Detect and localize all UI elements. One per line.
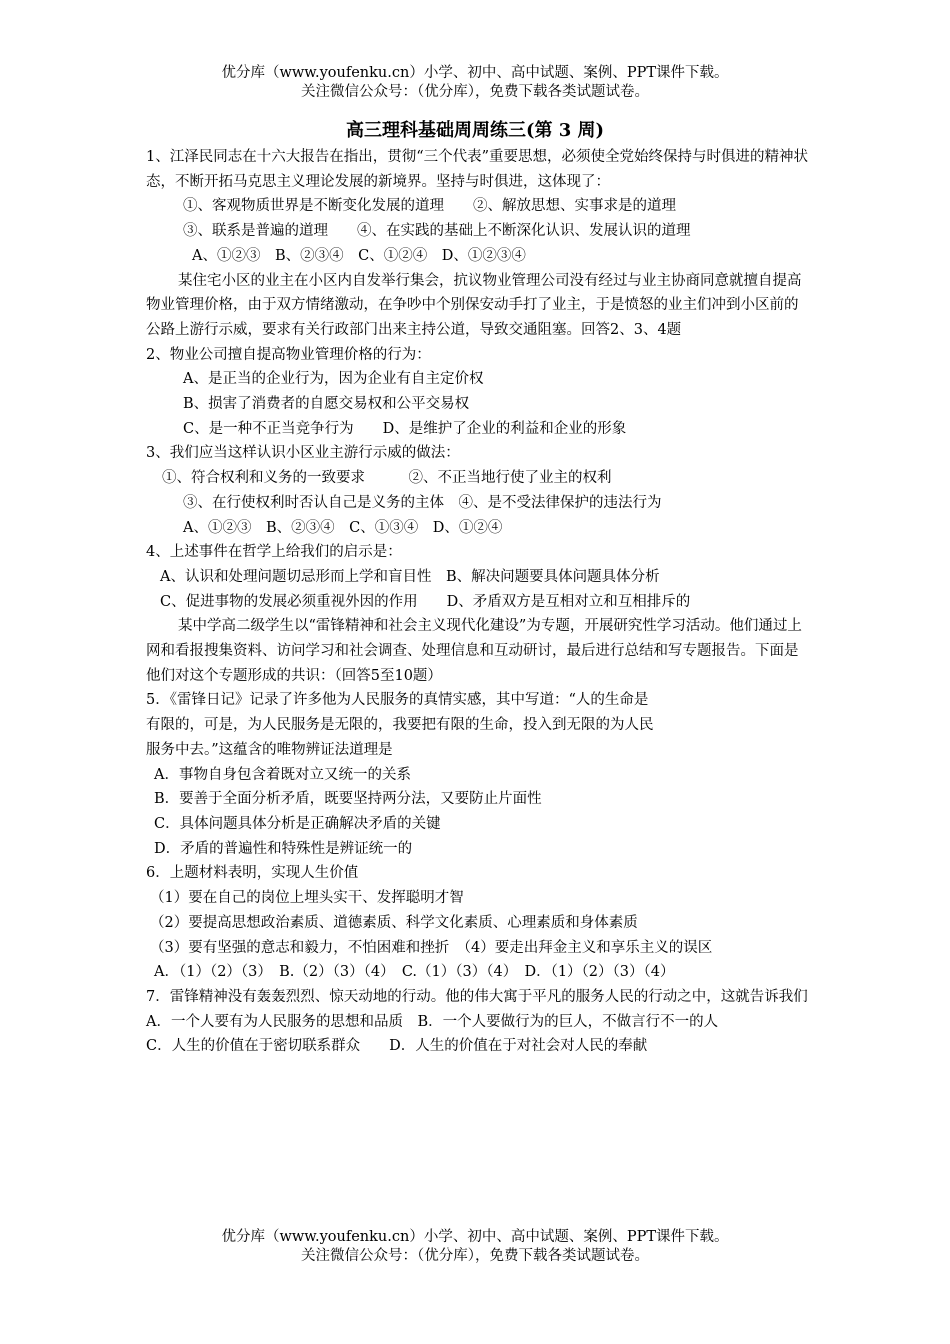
question-7-option-a-b: A．一个人要有为人民服务的思想和品质 B．一个人要做行为的巨人，不做言行不一的人 [146,1013,719,1030]
question-6-item-1: （1）要在自己的岗位上埋头实干、发挥聪明才智 [150,890,464,907]
question-4-option-a-b: A、认识和处理问题切忌形而上学和盲目性 B、解决问题要具体问题具体分析 [160,568,660,585]
question-6-stem: 6．上题材料表明，实现人生价值 [146,865,359,882]
footer-line-2: 关注微信公众号：（优分库），免费下载各类试题试卷。 [301,1248,649,1264]
question-1-options: A、①②③ B、②③④ C、①②④ D、①②③④ [192,247,526,264]
question-6-item-2: （2）要提高思想政治素质、道德素质、科学文化素质、心理素质和身体素质 [150,914,638,931]
question-5-option-d: D．矛盾的普遍性和特殊性是辨证统一的 [154,840,413,857]
question-6-item-3-4: （3）要有坚强的意志和毅力，不怕困难和挫折 （4）要走出拜金主义和享乐主义的误区 [150,939,713,956]
question-3-options: A、①②③ B、②③④ C、①③④ D、①②④ [183,519,503,536]
question-6-options: A．（1）（2）（3） B.（2）（3）（4） C.（1）（3）（4） D．（1）（2）（3）（4） [154,964,675,981]
exam-body [146,145,810,1059]
question-3-statement-3-4: ③、在行使权利时否认自己是义务的主体 ④、是不受法律保护的违法行为 [183,494,662,511]
question-4-stem: 4、上述事件在哲学上给我们的启示是： [146,544,402,561]
material-passage-2: 某中学高二级学生以“雷锋精神和社会主义现代化建设”为专题，开展研究性学习活动。他们通过上网和看报搜集资料、访问学习和社会调查、处理信息和互动研讨，最后进行总结和写专题报告。下面是他们对这个专题形成的共识：（回答5至10题） [146,618,802,684]
question-5-stem-line-2: 有限的，可是，为人民服务是无限的，我要把有限的生命，投入到无限的为人民 [146,717,654,734]
question-1-statement-3-4: ③、联系是普遍的道理 ④、在实践的基础上不断深化认识、发展认识的道理 [183,223,691,240]
question-2-option-b: B、损害了消费者的自愿交易权和公平交易权 [183,396,470,413]
question-7-option-c-d: C．人生的价值在于密切联系群众 D．人生的价值在于对社会对人民的奉献 [146,1038,648,1055]
footer-line-1: 优分库（www.youfenku.cn）小学、初中、高中试题、案例、PPT课件下载。 [221,1229,729,1245]
question-2-option-c-d: C、是一种不正当竞争行为 D、是维护了企业的利益和企业的形象 [183,420,627,437]
header-line-2: 关注微信公众号：（优分库），免费下载各类试题试卷。 [301,84,649,100]
question-5-option-a: A．事物自身包含着既对立又统一的关系 [154,766,411,783]
question-1-statement-1-2: ①、客观物质世界是不断变化发展的道理 ②、解放思想、实事求是的道理 [183,198,676,215]
page-footer [0,1228,950,1266]
question-2-stem: 2、物业公司擅自提高物业管理价格的行为： [146,346,431,363]
question-1-stem: 1、江泽民同志在十六大报告在指出，贯彻“三个代表”重要思想，必须使全党始终保持与时俱进的精神状态，不断开拓马克思主义理论发展的新境界。坚持与时俱进，这体现了： [146,149,809,190]
question-3-stem: 3、我们应当这样认识小区业主游行示威的做法： [146,445,460,462]
question-7-stem: 7．雷锋精神没有轰轰烈烈、惊天动地的行动。他的伟大寓于平凡的服务人民的行动之中，这就告诉我们 [146,988,808,1005]
page-title: 高三理科基础周周练三(第 3 周) [345,120,605,141]
question-3-statement-1-2: ①、符合权利和义务的一致要求 ②、不正当地行使了业主的权利 [162,470,612,487]
question-5-stem-line-1: 5．《雷锋日记》记录了许多他为人民服务的真情实感，其中写道：“人的生命是 [146,692,649,709]
page-header [0,64,950,102]
question-4-option-c-d: C、促进事物的发展必须重视外因的作用 D、矛盾双方是互相对立和互相排斥的 [160,593,691,610]
question-5-option-b: B．要善于全面分析矛盾，既要坚持两分法，又要防止片面性 [154,791,542,808]
question-5-stem-line-3: 服务中去。”这蕴含的唯物辨证法道理是 [146,741,393,758]
question-2-option-a: A、是正当的企业行为，因为企业有自主定价权 [183,371,484,388]
header-line-1: 优分库（www.youfenku.cn）小学、初中、高中试题、案例、PPT课件下载。 [221,65,729,81]
question-5-option-c: C．具体问题具体分析是正确解决矛盾的关键 [154,815,441,832]
material-passage-1: 某住宅小区的业主在小区内自发举行集会，抗议物业管理公司没有经过与业主协商同意就擅自提高物业管理价格，由于双方情绪激动，在争吵中个别保安动手打了业主，于是愤怒的业主们冲到小区前的公路上游行示威，要求有关行政部门出来主持公道，导致交通阻塞。回答2、3、4题 [146,272,802,338]
